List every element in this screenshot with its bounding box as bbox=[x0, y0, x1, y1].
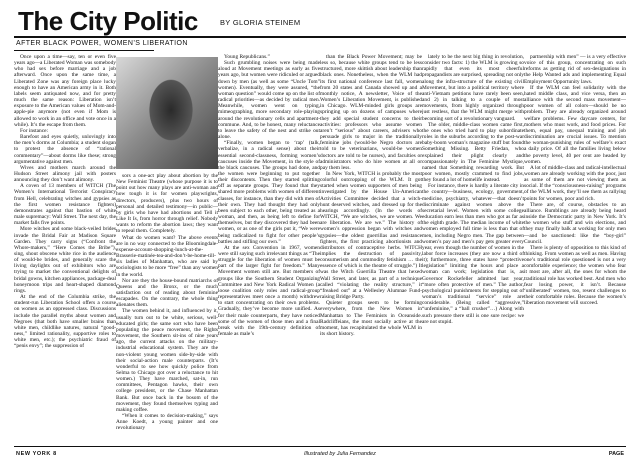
paragraph: lately to be the next big thing in revolution, consider two facts: 1) the WLM is growing so rapidly that even its most cheerful propagandists are surprised, spreading not only along the infra-structure of the existing civil Movement, but into a political territory where anti-Vietnam petitions have rarely been seen, and 2) in talking to a couple of most movements, from highly organized through just restless, that the WLM might merge with becoming sort of a revolutionary vanguard. bbox=[422, 54, 524, 122]
illustration-credit: Illustrated by Julia Fernandez bbox=[304, 451, 376, 457]
paragraph: Barefoot and eyes quietly, unlovingly into the men’s dorms at Columbia; a student slogan to protest the absence of “rational commentary”—about dorms like these; strong argumentative against men. bbox=[14, 134, 116, 165]
footer-page-label: PAGE bbox=[608, 451, 624, 457]
paragraph: For instance: bbox=[20, 127, 48, 134]
paragraph: “When it comes to decision-making,” says Anne Koedt, a young painter and one revolutionary bbox=[116, 413, 218, 432]
paragraph: More witches and some black-veiled brides invade the Bridal Fair at Madison Square Garden. They carry signs (“Confront the Whore-makers,” “Here Comes the Bribe”), sing, shout obscene white rice in the audience of would-be brides, and generally scare the living daylights out of exhibitors who are trying to market the conventional delights of bridal gowns, kitchen appliances, package-deal honeymoon trips and heart-shaped diamond rings. bbox=[14, 226, 116, 294]
paragraph: There are, of course, obstacles to an alliance. Rumblings are already being heard inside the Democratic party in New York. It’s the women who stuff and win elections, and they may finally balk at working for only men—and be sanctioned: like the “boy-girl” Council. bbox=[524, 201, 626, 245]
text-column-6 bbox=[524, 54, 626, 442]
paragraph: There is plenty of opposition to this kind of thinking. From women as well as men. Having one’s traditional role questioned is not a very comfortable experience; the women who fear it most are, after all, the ones for whom the traditional role has worked best. And men who fear losing power, it isn’t. Because ‘unliberated’ women, too, resent challenges to their comfortable roles. Because the women’s liberation movement will succeed. bbox=[524, 244, 626, 307]
paragraph: If the WLM can feel solidarity with the hated middle class, and vice versa, then an alliance with the second mass movement—poor women of all colors—should be no problem. They are already organized around welfare problems. Few daycare centers, for mothers who must work, and food prices. For them, equal pay, unequal training and job discrimination are crucial issues. To mention the woman-punishing rules of welfare’s exact a daily price. Of all the families living below the poverty level, 40 per cent are headed by women. bbox=[524, 84, 626, 165]
text-column-4 bbox=[320, 54, 422, 442]
article-subhead: AFTER BLACK POWER, WOMEN’S LIBERATION bbox=[16, 40, 188, 47]
text-column-3 bbox=[218, 54, 320, 442]
subhead-rule bbox=[14, 50, 154, 51]
paragraph: Wives and mothers march around the Hudson Street alimony jail with posters announcing they don’t want alimony. bbox=[14, 164, 116, 184]
paragraph: A coven of 13 members of WITCH (The Women’s International Terrorist Conspiracy from Hell, celebrating witches and gypsies as the first women resistance fighters) demonstrates against that bastion of white male supremacy: Wall Street. The next day, the market falls five points. bbox=[14, 183, 116, 227]
illustration-photo bbox=[116, 57, 218, 169]
paragraph: For instance, there is hardly a literate city in the country—business, ecology, government, medicine, psychiatry, whatever—that doesn’t discriminate against women above the secretarial level. Women with some college education earn less than men who got as far as the eighth grade. The median income of white women employed full time is less than that of men, including Negro men. The gap between women’s pay and men’s pay gets greater every year, even though the number of women in the labor force increases (they are now a third of it); furthermore, three states have “protective legislation” limiting the hours and place a woman can work; legislation that is, as Governor Rockefeller admitted last year, “more often protective of men.” The author, psychological punishments for stepping out of woman’s traditional “service” role are considerable. (Being called “aggressive,” “unfeminine,” a “ball crusher”…) Along with such pressure there still is one sure recipe: we are not stupid. bbox=[422, 183, 524, 325]
paragraph: sors a one-act play about abortion by the New Feminist Theatre (whose purpose it is to point out how many plays are anti-woman and how tough it is for women playwrights, directors, producers), plus two hours of personal and detailed testimony—in public—by girls who have had abortions and Tell it Like It Is, from horror through relief. Nobody wants to reform the abortion laws; they want to repeal them. Completely. bbox=[116, 173, 218, 235]
paragraph: Once upon a time—say, ten or even five years ago—a Liberated Woman was somebody who had sex before marriage and a job afterward. Once upon the same time, a Liberated Zone was any foreign place lucky enough to have an American army in it. Both labels seem antiquated now, and for pretty much the same reason: Liberation isn’t exposure to the American values of Mom-and-apple-pie anymore (not even if Mom is allowed to work in an office and vote once in a while). It’s the escape from them. bbox=[14, 54, 116, 128]
paragraph: The women behind it, and influenced by it, usually turn out to be white, serious, well-educated girls; the same sort who have been populating the peace movement, the Rights movement, the Southern sit-ins of nine years ago, the current attacks on the military-industrial educational system. They are the non-violent young women side-by-side with their social-action male counterparts. (It’s wonderful to see how quickly police from Selma to Chicago got over a reluctance to hit women.) They have marched, sat-in, run committees, Pentagon hawks, their own college president, or the Chase Manhattan Bank. But once back in the bosom of the movement, they found themselves typing and making coffee. bbox=[116, 308, 218, 413]
text-column-1 bbox=[14, 54, 116, 442]
paragraph: The older, middle-class women came first, the ones who tried hard to play subordinate roles in the suburbs according to the post-war baby-boom woman’s magazine stuff but found Something Missing. Betty Friedan, who explained their plight clearly and compassionately in The Feminine Mystique, named that Something rewarding work. But poor women, mostly crammed to find jobs, they found a lot of homelife instead. bbox=[422, 121, 524, 184]
paragraph: What do women want? The above events are in no way connected to the Bloomingdale-expense-account-shopping-lunch-at-the-Brasserie-matinée-tea-and-don’t-be-home-till-six ladies of Manhattan, who are said by sociologists to be more “free” than any women in the world. bbox=[116, 234, 218, 278]
paragraph: In New York, WITCH is probably the most colorful outcropping of the WLM. It got started when women supporters of men being investigated by the House Un-American Activities Committee decided that a witch-hunt deserved witches, and dressed up for the hearings accordingly. (In the words of WITCH, “We are witches, we are women. We are liberation. We are we.” The history of women’s oppression began with witches and gypsies—the oldest guerrillas and resistance fighters, the first practicing abortionists and distributors of contraceptive herbs. WITCH implies the destruction of passivity, consumerism and commodity fetishism … the essence of which is the theatre of struggle.”) It was the Witch Guerrilla Theatre that hexed Wall Street, and later, as part of a technique called “violating the reality structure,” it “freaked out” at a Wellesley Alumnae Fund-raising Bridge Party. bbox=[320, 170, 422, 301]
header-rule bbox=[14, 36, 626, 38]
column-header bbox=[14, 6, 626, 44]
paragraph: A lot of middle-class and radical-intellectual women are already working with the poor, just as some of them are not viewing them as social. If the “consciousness-raising” programs of the WLM work, they’ll see them as rallying points for women, poor and rich. bbox=[524, 164, 626, 202]
footer-magazine-name bbox=[16, 451, 57, 457]
paragraph: than the Black Power Movement; may be less so, because white groups tend to be less structured, more skittish about leadership than black ones. Nonetheless, when the WLM had its first national conference last fall, women from 20 states and Canada showed up and a monthly notice, A newsletter, Voice of the Women’s Liberation Movement, is published in Chicago. WLM-minded girls groups are springing up on dozens of campuses where they add special student concerns to their activities: professors who assume women aren’t “serious” about careers, advisers who persuade girls to major in the traditionally feminine jobs (would-be Negro doctors are told to be veterinarians, would-be women doctors are told to be nurses), and faculties or administrators who do hire women at all or pay them less. bbox=[320, 54, 422, 171]
paragraph: Nor are they the house-bound matriarchs of Queens and the Bronx, or the much satisfaction out of reading about feminine escapades. On the contrary, the whole thing alienates them. bbox=[116, 277, 218, 309]
magazine-page bbox=[6, 0, 634, 465]
text-column-2 bbox=[116, 54, 218, 442]
paragraph: “Finally, women began to ‘rap’ (talk, verbalize, in a radical sense) about their essential second-classness, forming women’s caucuses inside the Movement, in the style of the black caucuses. The groups had done, and the women were beginning to put together their discontents. Then they started splitting off as separate groups. They found that they shared more problems with women of different classes, for instance, than they did with men of their own. They had thought they had only been subject to each other, being treated as a woman, and then, as being left to define for themselves, but they discovered they had been women, or as one of the girls put it, “We were being radicalized to fight for other people’s battles and stifling our own.” bbox=[218, 140, 320, 245]
paragraph: Quieter groups seem to be forming everywhere, from the New Women in Manhattan to The Feminists in Oceanside. Radcliffeians, the most socially active at the moment, has recapitulated the whole WLM in its short history. bbox=[320, 300, 422, 338]
paragraph: At the end of the Columbia strike, the student-run Liberation School offers a course on women as an oppressed class. Discussions include the parallel myths about women and Negroes (that both have smaller brains than white men, childlike natures, natural “good-ness,” limited rationality, supportive roles to white men, etc.); the psychiatric fraud of “penis envy”; the suppression of bbox=[14, 294, 116, 350]
article-body bbox=[14, 54, 626, 442]
text-column-5 bbox=[422, 54, 524, 442]
magazine-name: NEW YORK bbox=[16, 451, 51, 457]
byline: BY GLORIA STEINEM bbox=[220, 18, 301, 27]
paragraph: Such grumbling noises were being made aloud at Movement meetings as early as five years ago, but women were ridiculed or argued down by men (as well as some “Uncle Tom” women). Eventually, they were assured, “the woman question” would come up on the list of radical priorities—as decided by radical men. Meanwhile, women went on typing, mimeographing, more secondary role-playing around the revolutionary cells and apartment-commune. And, to be honest, many reluctance to leave the safety of the nest and strike out alone. bbox=[218, 60, 320, 141]
paragraph: Young Republicans.” bbox=[224, 54, 270, 60]
page-footer bbox=[14, 446, 626, 461]
paragraph: partnership with men” — is a very effective voice of this group, concentrating on such reforms as getting rid of sex-designations in the Help Wanted ads and implementing Equal Employment Opportunity laws. bbox=[524, 54, 626, 85]
paragraph: At the sex Convention in 1967, women were still saying such irrelevant things as “The struggle for the liberation of women must be part of the larger fight for freedom.” Many Movement women still are. But members of groups like the Southern Student Organizing Committee and New York Radical Women (a loose coalition only roles and radical-group representatives meet once a month) withdrew to start concentrating on their own problems. Gradually, they’ve become more unified. As for their male counterparts, they have noticed some of the women of those men and a final break with the 19th-century definition of female as male’s bbox=[218, 244, 320, 338]
column-title: The City Politic bbox=[18, 6, 198, 36]
page-number: 8 bbox=[53, 451, 57, 457]
